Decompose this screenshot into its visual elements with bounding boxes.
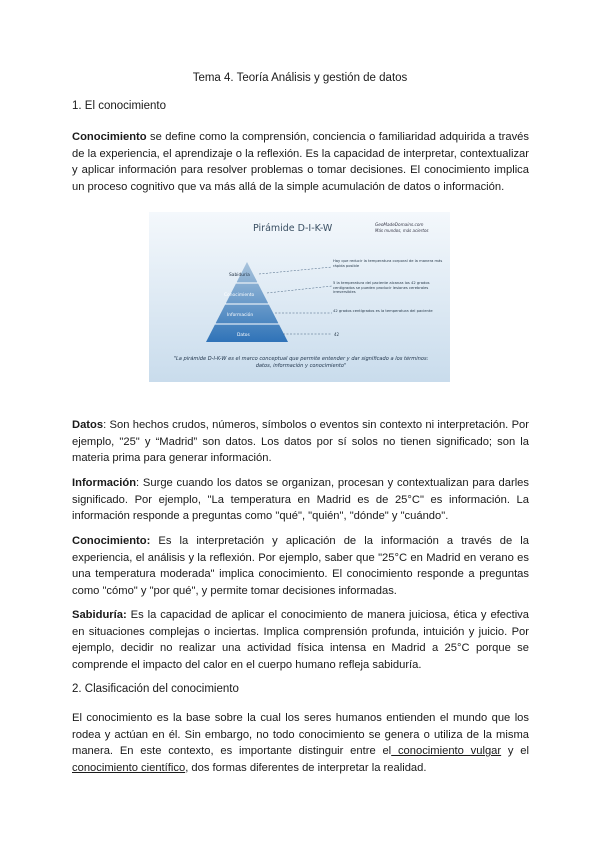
note-sabiduria-text: Hay que reducir la temperatura corporal de la manera más rápida posible	[333, 259, 443, 268]
figure-site-sub: Más mundos, más aciertos	[375, 228, 429, 233]
paragraph-datos	[72, 417, 529, 467]
paragraph-clasificacion	[72, 710, 529, 776]
document-title: Tema 4. Teoría Análisis y gestión de datos	[192, 72, 408, 84]
section-heading-1: 1. El conocimiento	[72, 100, 166, 112]
paragraph-informacion	[72, 475, 529, 525]
conocimiento-text: Es la interpretación y aplicación de la información a través de la experiencia, el análisis y la reflexión. Por ejemplo, saber que "25°C en Madrid en verano es una temperatura moderada" implica conocimiento. El conocimiento responde a preguntas como "cómo" y "por qué", y permite tomar decisiones informadas.	[72, 535, 529, 597]
clasif-text-1: El conocimiento es la base sobre la cual los seres humanos entienden el mundo que los rodea y actúan en él. Sin embargo, no todo conocimiento se genera o utiliza de la misma manera. En este contexto, es importante distinguir entre el	[72, 712, 529, 758]
paragraph-conocimiento	[72, 533, 529, 599]
note-informacion-text: 42 grados centígrados es la temperatura del paciente	[333, 309, 433, 313]
informacion-text: : Surge cuando los datos se organizan, procesan y contextualizan para darles significado. Por ejemplo, "La temperatura en Madrid es de 25°C" es información. La información responde a preguntas como "qué", "quién", "dónde" y "cuándo".	[72, 477, 529, 523]
intro-text: se define como la comprensión, conciencia o familiaridad adquirida a través de la experiencia, el aprendizaje o la reflexión. Es la capacidad de interpretar, contextualizar y aplicar información para resolver problemas o tomar decisiones. El conocimiento implica un proceso cognitivo que va más allá de la simple acumulación de datos o información.	[72, 131, 529, 193]
term-conocimiento-def: Conocimiento:	[72, 535, 151, 547]
pyramid-level-sabiduria: Sabiduría	[229, 273, 250, 278]
conocimiento-vulgar-link[interactable]: conocimiento vulgar	[391, 745, 502, 758]
sabiduria-text: Es la capacidad de aplicar el conocimiento de manera juiciosa, ética y efectiva en situaciones complejas o inciertas. Implica comprensión profunda, intuición y juicio. Por ejemplo, decidir no realizar una actividad física intensa en Madrid a 25°C porque se comprende el impacto del calor en el cuerpo humano refleja sabiduría.	[72, 609, 529, 671]
note-conocimiento	[333, 281, 445, 301]
term-datos: Datos	[72, 419, 104, 431]
pyramid-level-datos: Datos	[237, 333, 250, 338]
pyramid-level-conocimiento: Conocimiento	[224, 293, 255, 298]
note-informacion	[333, 309, 445, 323]
term-conocimiento: Conocimiento	[72, 131, 147, 143]
note-datos: 42	[334, 332, 340, 337]
term-informacion: Información	[72, 477, 137, 489]
note-sabiduria	[333, 259, 445, 275]
pyramid-level-informacion: Información	[227, 313, 254, 318]
figure-caption	[167, 356, 435, 380]
figure-title: Pirámide D-I-K-W	[253, 223, 333, 234]
term-sabiduria: Sabiduría:	[72, 609, 127, 621]
paragraph-sabiduria	[72, 607, 529, 673]
clasif-text-3: , dos formas diferentes de interpretar la realidad.	[185, 761, 427, 774]
conocimiento-cientifico-link[interactable]: conocimiento científico	[72, 761, 186, 774]
figure-site: GeoMadeDomains.com	[375, 222, 424, 227]
clasif-text-2: y el	[501, 745, 529, 758]
figure-caption-text: "La pirámide D-I-K-W es el marco conceptual que permite entender y dar significado a los términos: datos, información y conocimiento"	[173, 356, 429, 369]
dikw-pyramid-figure	[149, 212, 450, 382]
note-conocimiento-text: 5 la temperatura del paciente alcanza los 42 grados centígrados se pueden producir lesiones cerebrales irreversibles	[333, 281, 430, 295]
paragraph-conocimiento-intro	[72, 129, 529, 195]
datos-text: : Son hechos crudos, números, símbolos o eventos sin contexto ni interpretación. Por ejemplo, "25" y “Madrid” son datos. Los datos por sí solos no tienen significado; son la materia prima para generar información.	[72, 419, 529, 465]
section-heading-2: 2. Clasificación del conocimiento	[72, 683, 239, 695]
